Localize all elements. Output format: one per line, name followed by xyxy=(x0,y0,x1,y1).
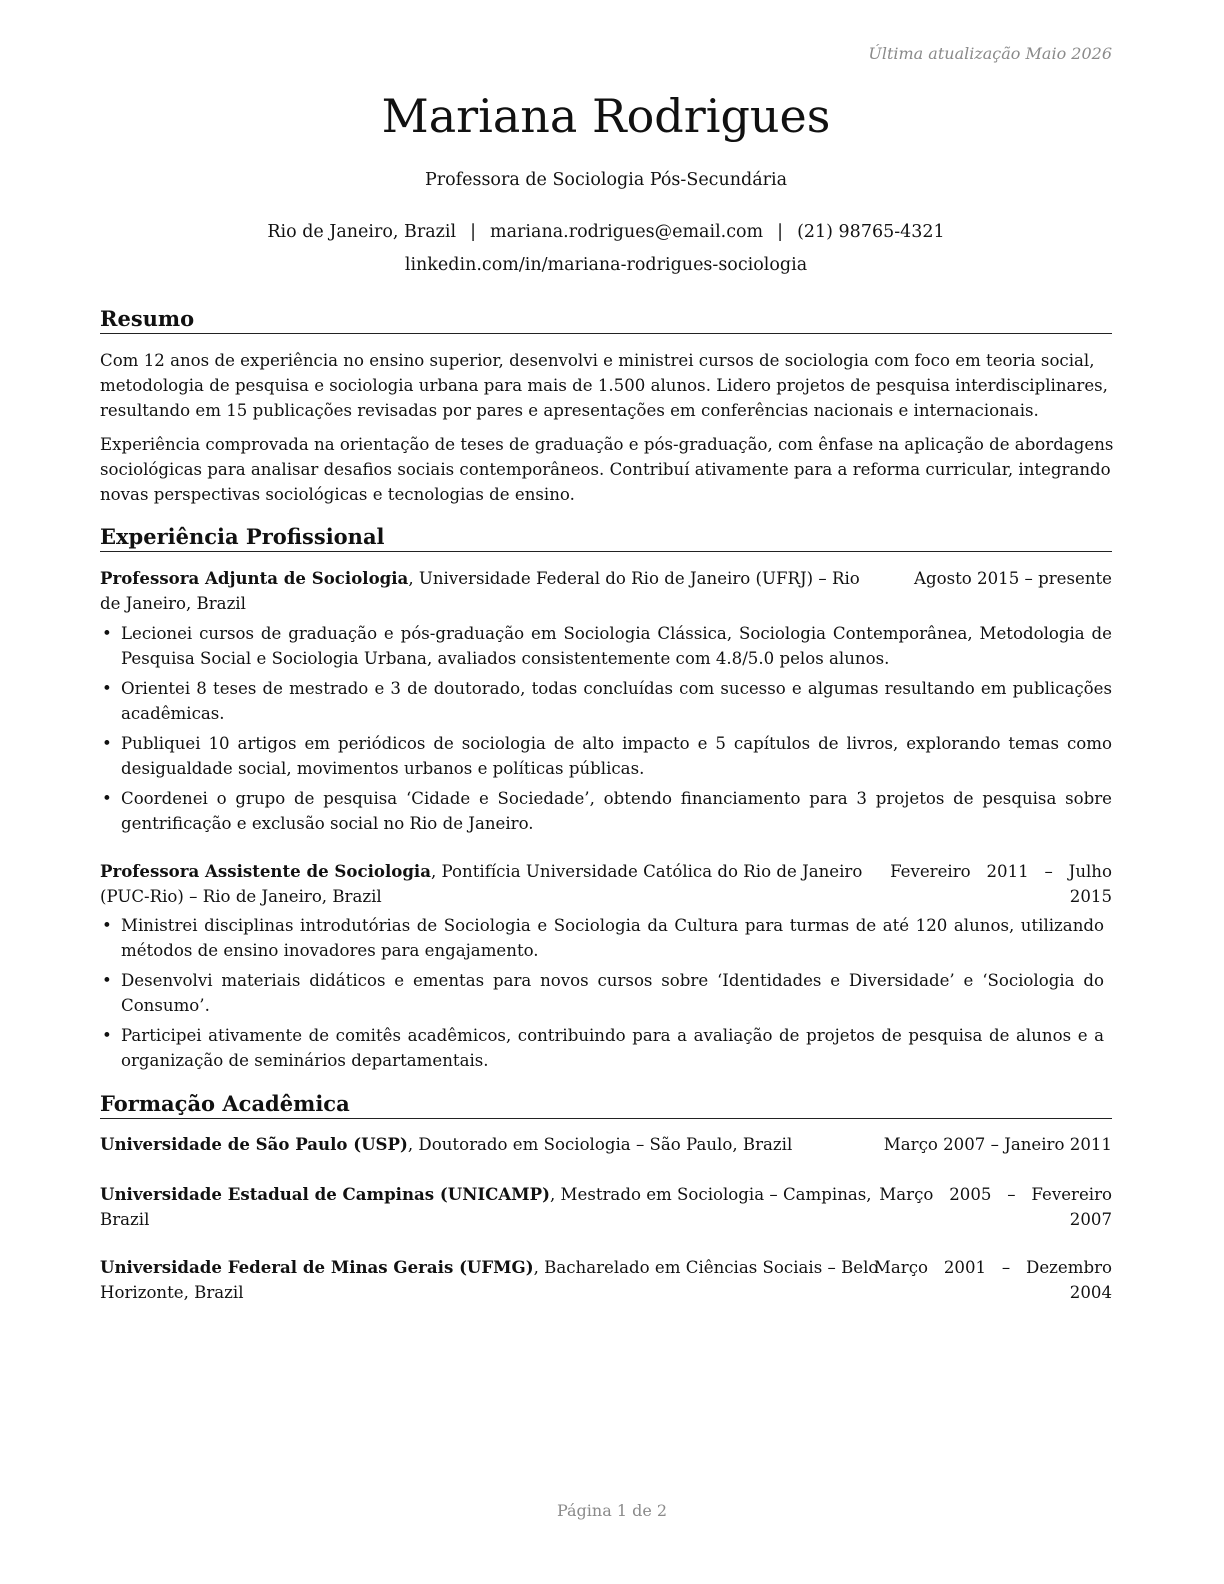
job-org xyxy=(100,566,860,616)
education-dates xyxy=(879,1182,1112,1232)
list-item: • Participei ativamente de comitês acadêmicos, contribuindo para a avaliação de projetos de pesquisa de alunos e a organização de seminários departamentais. xyxy=(100,1023,1104,1073)
phone: (21) 98765-4321 xyxy=(797,222,945,242)
education-dates: Março 2007 – Janeiro 2011 xyxy=(883,1135,1112,1154)
list-item: • Orientei 8 teses de mestrado e 3 de doutorado, todas concluídas com sucesso e algumas resultando em publicações acadêmicas. xyxy=(100,676,1112,726)
job-bullets xyxy=(100,913,1104,1078)
school-name: Universidade de São Paulo (USP) xyxy=(100,1134,408,1154)
school-name: Universidade Estadual de Campinas (UNICAMP) xyxy=(100,1184,550,1204)
candidate-name: Mariana Rodrigues xyxy=(381,89,831,143)
job-org-line2: (PUC-Rio) – Rio de Janeiro, Brazil xyxy=(100,887,382,906)
job-org-line2: de Janeiro, Brazil xyxy=(100,594,246,613)
section-title-education: Formação Acadêmica xyxy=(100,1090,1112,1119)
summary-paragraph: Com 12 anos de experiência no ensino superior, desenvolvi e ministrei cursos de sociologia com foco em teoria social, metodologia de pesquisa e sociologia urbana para mais de 1.500 alunos. Lidero projetos de pesquisa interdisciplinares, resultando em 15 publicações revisadas por pares e apresentações em conferências nacionais e internacionais. xyxy=(100,351,1108,420)
education-school xyxy=(100,1255,878,1305)
job-dates xyxy=(890,859,1112,909)
degree-detail: , Mestrado em Sociologia – Campinas, xyxy=(549,1185,872,1204)
job-org-line1: , Universidade Federal do Rio de Janeiro (UFRJ) – Rio xyxy=(408,569,860,588)
degree-detail: , Bacharelado em Ciências Sociais – Belo xyxy=(533,1258,879,1277)
list-item: • Publiquei 10 artigos em periódicos de sociologia de alto impacto e 5 capítulos de livros, explorando temas como desigualdade social, movimentos urbanos e políticas públicas. xyxy=(100,731,1112,781)
separator: | xyxy=(777,222,784,242)
education-school xyxy=(100,1182,872,1232)
job-dates: Agosto 2015 – presente xyxy=(913,569,1112,588)
education-dates-line1: Março 2005 – Fevereiro xyxy=(879,1185,1112,1204)
email-link[interactable]: mariana.rodrigues@email.com xyxy=(490,222,764,242)
education-entry xyxy=(100,1182,1112,1232)
list-item: • Desenvolvi materiais didáticos e ementas para novos cursos sobre ‘Identidades e Diversidade’ e ‘Sociologia do Consumo’. xyxy=(100,968,1104,1018)
job-role: Professora Adjunta de Sociologia xyxy=(100,568,409,588)
degree-detail-line2: Horizonte, Brazil xyxy=(100,1283,244,1302)
school-name: Universidade Federal de Minas Gerais (UFMG) xyxy=(100,1257,534,1277)
job-org-line1: , Pontifícia Universidade Católica do Rio de Janeiro xyxy=(431,862,863,881)
list-item: • Coordenei o grupo de pesquisa ‘Cidade e Sociedade’, obtendo financiamento para 3 projetos de pesquisa sobre gentrificação e exclusão social no Rio de Janeiro. xyxy=(100,786,1112,836)
job-role: Professora Assistente de Sociologia xyxy=(100,861,431,881)
education-school xyxy=(100,1132,792,1157)
job-dates-line1: Fevereiro 2011 – Julho xyxy=(890,862,1112,881)
job-dates-line2: 2015 xyxy=(1069,887,1112,906)
education-dates-line2: 2007 xyxy=(1069,1210,1112,1229)
education-dates-line2: 2004 xyxy=(1069,1283,1112,1302)
contact-line xyxy=(100,220,1112,244)
list-item: • Ministrei disciplinas introdutórias de Sociologia e Sociologia da Cultura para turmas de até 120 alunos, utilizando métodos de ensino inovadores para engajamento. xyxy=(100,913,1104,963)
section-title-experience: Experiência Profissional xyxy=(100,523,1112,552)
list-item: • Lecionei cursos de graduação e pós-graduação em Sociologia Clássica, Sociologia Contemporânea, Metodologia de Pesquisa Social e Sociologia Urbana, avaliados consistentemente com 4.8/5.0 pelos alunos. xyxy=(100,621,1112,671)
job-entry xyxy=(100,859,1112,909)
education-dates-line1: Março 2001 – Dezembro xyxy=(873,1258,1112,1277)
candidate-title: Professora de Sociologia Pós-Secundária xyxy=(424,170,788,190)
education-entry xyxy=(100,1255,1112,1305)
degree-detail: , Doutorado em Sociologia – São Paulo, Brazil xyxy=(407,1135,793,1154)
summary-paragraph: Experiência comprovada na orientação de teses de graduação e pós-graduação, com ênfase na aplicação de abordagens sociológicas para analisar desafios sociais contemporâneos. Contribuí ativamente para a reforma curricular, integrando novas perspectivas sociológicas e tecnologias de ensino. xyxy=(100,435,1114,504)
section-title-summary: Resumo xyxy=(100,305,1112,334)
education-dates xyxy=(874,1255,1112,1305)
job-org xyxy=(100,859,862,909)
job-entry xyxy=(100,566,1112,616)
page-number: Página 1 de 2 xyxy=(556,1501,668,1520)
degree-detail-line2: Brazil xyxy=(100,1210,150,1229)
last-updated: Última atualização Maio 2026 xyxy=(868,44,1112,63)
job-bullets xyxy=(100,621,1112,841)
education-entry xyxy=(100,1132,1112,1157)
linkedin-link[interactable]: linkedin.com/in/mariana-rodrigues-sociologia xyxy=(404,255,808,275)
location: Rio de Janeiro, Brazil xyxy=(267,222,457,242)
separator: | xyxy=(470,222,477,242)
